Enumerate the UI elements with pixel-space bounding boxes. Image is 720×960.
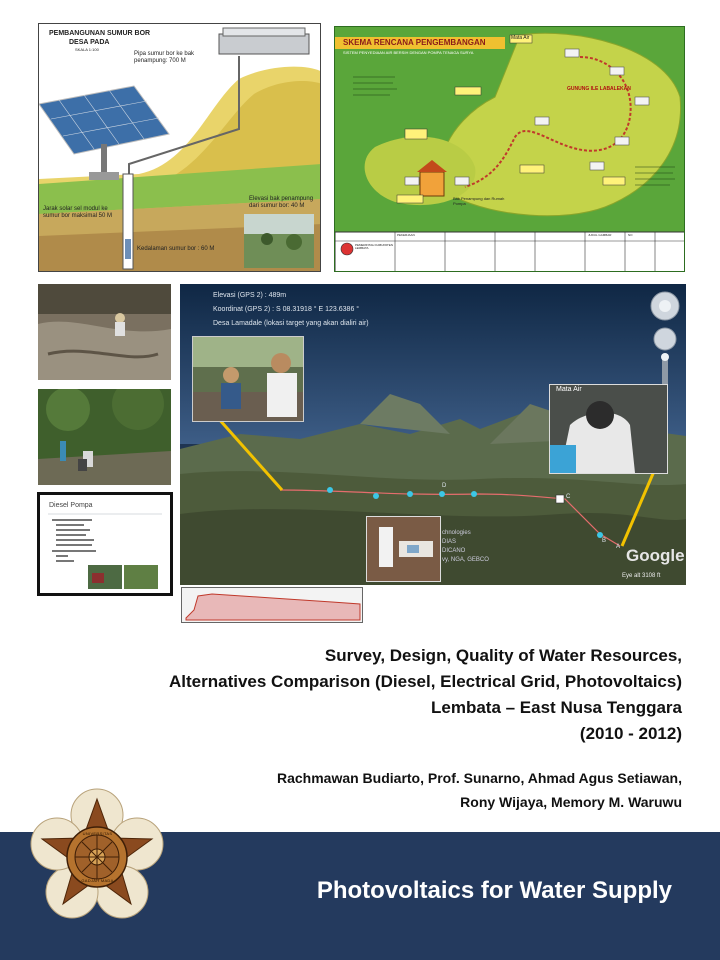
spring-label: Mata Air [556, 386, 582, 393]
scheme-source-label: Mata Air [511, 35, 530, 41]
marker-label-a: A [616, 544, 621, 550]
scheme-peak-label: GUNUNG ILE LABALEKAN [567, 86, 631, 92]
borehole-diagram [38, 23, 321, 272]
university-emblem [30, 787, 165, 927]
diesel-pump-slide-thumbnail [37, 492, 173, 596]
borehole-pipe-label: Pipa sumur bor ke bak penampung: 700 M [134, 51, 195, 64]
footer-title: Photovoltaics for Water Supply [316, 877, 672, 904]
google-earth-view [180, 284, 686, 585]
borehole-title-line2: DESA PADA [69, 39, 110, 46]
emblem-text-bottom: GADJAH MADA [81, 878, 114, 883]
elevation-profile [181, 587, 363, 623]
authors-block [277, 766, 682, 814]
borehole-title-line1: PEMBANGUNAN SUMUR BOR [49, 30, 151, 37]
photo-callout-spring [549, 384, 668, 474]
caption-line-2: Alternatives Comparison (Diesel, Electrical Grid, Photovoltaics) [169, 672, 682, 691]
marker-label-d: D [442, 483, 447, 489]
borehole-distance-label: Jarak solar sel modul ke sumur bor maksimal 50 M [43, 206, 113, 219]
village-readout: Desa Lamadale (lokasi target yang akan dialiri air) [213, 320, 369, 327]
scheme-footer-cell-2: PEKERJAAN [397, 233, 415, 237]
photo-field-survey-2 [38, 389, 171, 485]
imagery-credit-1: chnologies [442, 530, 471, 536]
scheme-footer-cell-4: NO [628, 233, 633, 237]
slide-title: Diesel Pompa [49, 502, 93, 509]
scheme-title: SKEMA RENCANA PENGEMBANGAN [343, 38, 486, 47]
marker-label-c: C [566, 494, 571, 500]
project-caption [169, 643, 682, 747]
authors-line-1: Rachmawan Budiarto, Prof. Sunarno, Ahmad Agus Setiawan, [276, 770, 682, 786]
borehole-elevation-label: Elevasi bak penampung dari sumur bor: 40 M [249, 196, 314, 209]
scheme-subtitle: SISTEM PENYEDIAAN AIR BERSIH DENGAN POMPA TENAGA SURYA [343, 50, 474, 55]
coordinates-readout: Koordinat (GPS 2) : S 08.31918 ° E 123.6386 ° [213, 306, 360, 313]
scheme-footer-cell-3: JUDUL GAMBAR [588, 233, 612, 237]
eye-altitude: Eye alt 3108 ft [622, 573, 661, 579]
caption-line-3: Lembata – East Nusa Tenggara [431, 698, 682, 717]
caption-line-1: Survey, Design, Quality of Water Resources, [324, 646, 682, 665]
scheme-tank-label: Bak Penampung dan Rumah Pompa [453, 196, 505, 206]
photo-callout-water-test [366, 516, 441, 582]
caption-line-4: (2010 - 2012) [579, 724, 682, 743]
photo-field-survey-1 [38, 284, 171, 380]
emblem-text-top: UNIVERSITAS [82, 831, 113, 836]
imagery-credit-4: vy, NGA, GEBCO [442, 557, 489, 563]
authors-line-2: Rony Wijaya, Memory M. Waruwu [460, 794, 682, 810]
imagery-credit-2: DIAS [442, 539, 457, 545]
google-logo: Google [626, 546, 685, 565]
marker-label-b: B [602, 538, 607, 544]
development-scheme-diagram [334, 26, 685, 272]
scheme-footer-cell-1: PEMERINTAH KABUPATEN LEMBATA [355, 243, 394, 251]
borehole-scale: SKALA 1:100 [75, 47, 99, 52]
borehole-depth-label: Kedalaman sumur bor : 60 M [137, 246, 215, 252]
photo-callout-people [192, 336, 304, 422]
elevation-readout: Elevasi (GPS 2) : 489m [213, 292, 287, 299]
imagery-credit-3: DICANO [442, 548, 466, 554]
